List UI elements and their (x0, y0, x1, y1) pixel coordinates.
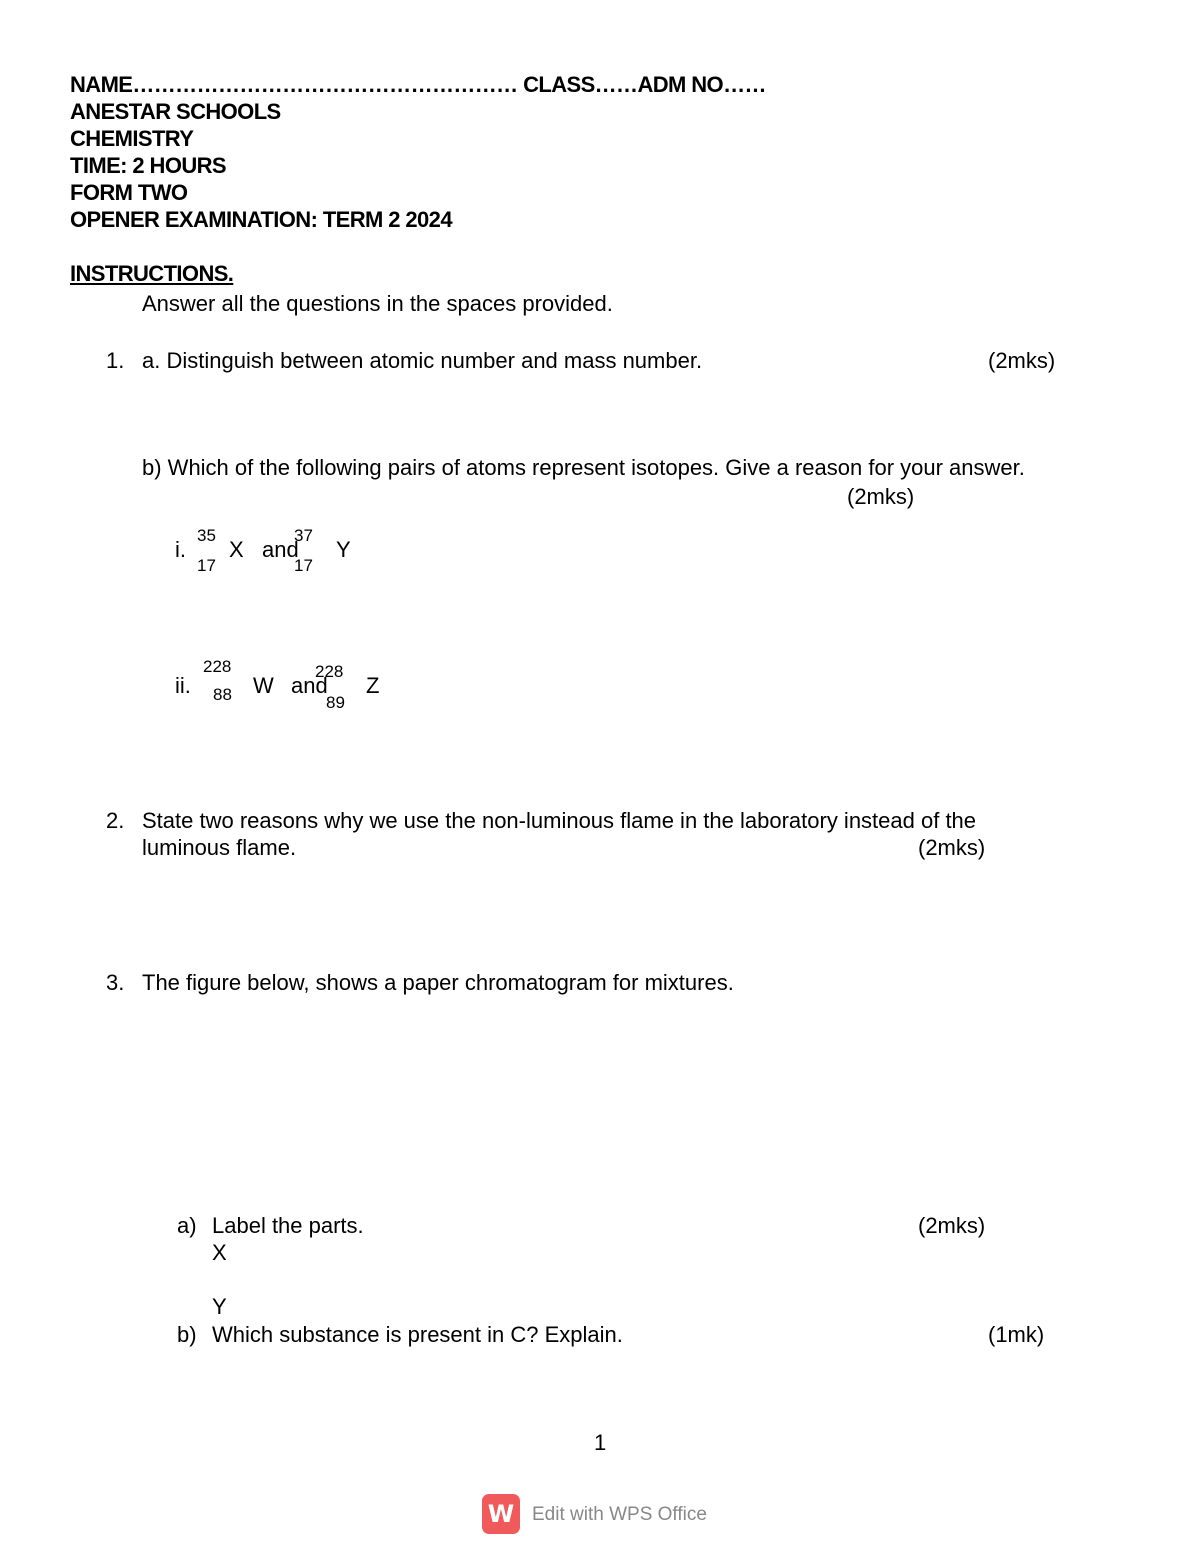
q3-part-a-label: a) (177, 1213, 197, 1238)
form-level: FORM TWO (70, 180, 188, 205)
q3-number: 3. (106, 970, 125, 995)
edit-with-wps-link[interactable]: Edit with WPS Office (532, 1504, 707, 1525)
q3-part-a-marks: (2mks) (918, 1213, 986, 1238)
atom-x-symbol: X (229, 537, 244, 562)
instructions-text: Answer all the questions in the spaces provided. (142, 291, 613, 316)
instructions-heading: INSTRUCTIONS. (70, 261, 234, 286)
q3-part-b-label: b) (177, 1322, 197, 1347)
pair-ii-label: ii. (175, 673, 191, 698)
exam-time: TIME: 2 HOURS (70, 153, 226, 178)
q2-line-2: luminous flame. (142, 835, 297, 860)
pair-i-label: i. (175, 537, 186, 562)
atom-w-symbol: W (253, 673, 274, 698)
q3-label-y: Y (212, 1294, 227, 1319)
q3-part-a: Label the parts. (212, 1213, 364, 1238)
subject: CHEMISTRY (70, 126, 194, 151)
q3-part-b-marks: (1mk) (988, 1322, 1045, 1347)
q3-part-b: Which substance is present in C? Explain. (212, 1322, 623, 1347)
q1-number: 1. (106, 348, 125, 373)
school-name: ANESTAR SCHOOLS (70, 99, 281, 124)
atom-x-mass-number: 35 (197, 526, 216, 545)
q2-line-1: State two reasons why we use the non-luminous flame in the laboratory instead of the (142, 808, 977, 833)
wps-logo-icon[interactable]: W (482, 1494, 520, 1534)
atom-w-mass-number: 228 (203, 657, 232, 676)
name-class-adm-line: NAME……………………………………………… CLASS……ADM NO…… (70, 72, 766, 97)
q1-part-b: b) Which of the following pairs of atoms represent isotopes. Give a reason for your answer. (142, 455, 1025, 480)
pair-ii-and: and (291, 673, 328, 698)
atom-z-symbol: Z (366, 673, 380, 698)
q2-number: 2. (106, 808, 125, 833)
q1-part-b-marks: (2mks) (847, 484, 915, 509)
q2-marks: (2mks) (918, 835, 986, 860)
pair-i-and: and (262, 537, 299, 562)
atom-w-atomic-number: 88 (213, 685, 232, 704)
atom-y-atomic-number: 17 (294, 556, 313, 575)
atom-y-symbol: Y (336, 537, 351, 562)
q3-text: The figure below, shows a paper chromatogram for mixtures. (142, 970, 734, 995)
atom-z-atomic-number: 89 (326, 693, 345, 712)
q3-label-x: X (212, 1240, 227, 1265)
atom-y-mass-number: 37 (294, 526, 313, 545)
atom-x-atomic-number: 17 (197, 556, 216, 575)
q1-part-a: a. Distinguish between atomic number and mass number. (142, 348, 703, 373)
exam-title: OPENER EXAMINATION: TERM 2 2024 (70, 207, 452, 232)
page-number: 1 (594, 1430, 607, 1455)
q1-part-a-marks: (2mks) (988, 348, 1056, 373)
atom-z-mass-number: 228 (315, 662, 344, 681)
